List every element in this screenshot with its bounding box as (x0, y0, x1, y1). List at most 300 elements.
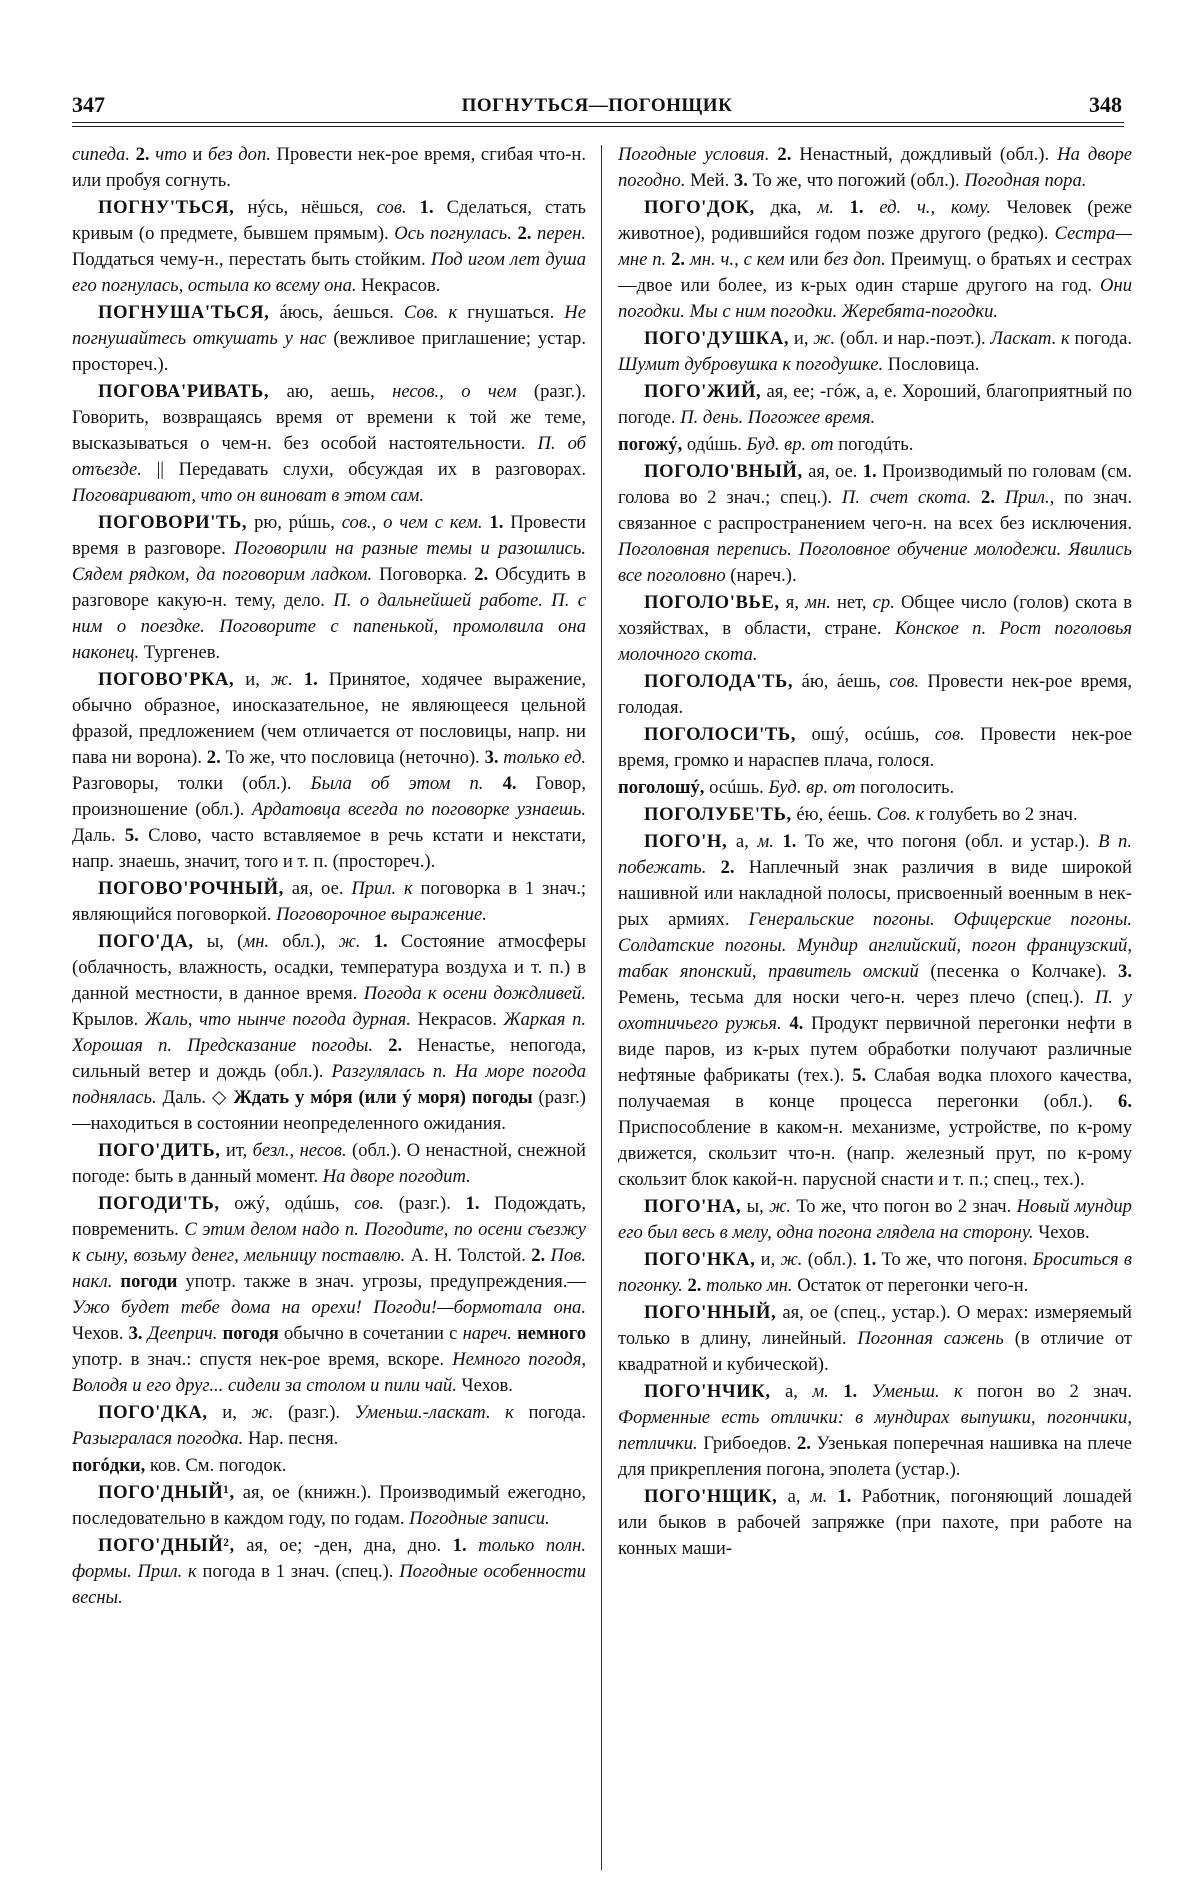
bold-text: немного (517, 1323, 586, 1344)
italic-text: Ардатовца всегда по поговорке узнаешь. (251, 799, 586, 820)
text (834, 197, 850, 218)
text: ая, ое (спец., устар.). О мерах: измеряемый только в длину, линейный. (618, 1302, 1132, 1349)
headword: ПОГОЛО'ВНЫЙ, (644, 461, 803, 482)
text: Сделаться, стать кривым (о предмете, бывшем прямым). (72, 197, 586, 244)
text: Приспособление в каком-н. механизме, устройстве, по к-рому движется, скользит что-н. (напр. железный прут, по к-рому скользит блок какой-н. парусной снасти и т. п.; спец., тех.). (618, 1117, 1132, 1190)
italic-text: Ось погнулась. (394, 223, 512, 244)
text: áюсь, áешься. (269, 302, 404, 323)
italic-text: Разыгралася погодка. (72, 1428, 244, 1449)
text (361, 931, 374, 952)
text: Провести нек-рое время, голодая. (618, 671, 1132, 718)
bold-text: 3. (733, 170, 748, 191)
italic-text: м. (817, 197, 834, 218)
italic-text: Ласкат. к (990, 328, 1070, 349)
dictionary-entry (72, 929, 586, 1137)
italic-text: сов. (934, 724, 965, 745)
italic-text: ж. (251, 1402, 274, 1423)
text: голубеть во 2 знач. (924, 804, 1078, 825)
bold-text: погожý, (618, 434, 683, 455)
text: поговорка в 1 знач.; являющийся поговоркой. (72, 878, 586, 925)
italic-text: Поговаривают, что он виноват в этом сам. (72, 485, 425, 506)
italic-text: П. у охотничьего ружья. (618, 987, 1132, 1034)
bold-text: Ждать у мóря (или ý моря) погоды (233, 1087, 533, 1108)
dictionary-entry (72, 1138, 586, 1190)
text (407, 197, 420, 218)
bold-text: погодя (222, 1323, 279, 1344)
text: ая, ое. (802, 461, 863, 482)
italic-text: Погодная пора. (964, 170, 1087, 191)
bold-text: 1. (303, 669, 318, 690)
italic-text: ж. (780, 1249, 803, 1270)
text: Разговоры, толки (обл.). (72, 773, 311, 794)
text: Чехов. (1033, 1222, 1090, 1243)
italic-text: Погодные записи. (409, 1508, 550, 1529)
text: То же, что погоня. (876, 1249, 1033, 1270)
bold-text: 2. (135, 144, 150, 165)
italic-text: что (155, 144, 187, 165)
text (483, 773, 502, 794)
italic-text: только ед. (503, 747, 586, 768)
italic-text: только полн. формы. Прил. к (72, 1535, 586, 1582)
italic-text: Погодные условия. (618, 144, 770, 165)
text: То же, что погон во 2 знач. (791, 1196, 1017, 1217)
text (373, 1035, 388, 1056)
bold-text: поголошý, (618, 777, 705, 798)
text: погода. (1069, 328, 1132, 349)
headword: ПОГО'ДНЫЙ², (98, 1535, 235, 1556)
headword: ПОГО'ДОК, (644, 197, 755, 218)
dictionary-entry (618, 590, 1132, 668)
text: Даль. (72, 825, 125, 846)
text: употр. также в знач. угрозы, предупреждения.— (177, 1271, 586, 1292)
text: А. Н. Толстой. (405, 1245, 532, 1266)
dictionary-entry (618, 1194, 1132, 1246)
italic-text: Буд. вр. от (746, 434, 834, 455)
headword: ПОГОВО'РКА, (98, 669, 235, 690)
text: Принятое, ходячее выражение, обычно образное, иносказательное, не являющееся цельной фразой, предложением (чем отличается от пословицы, напр. ни пава ни ворона). (72, 669, 586, 768)
text: а, (777, 1486, 811, 1507)
headword: ПОГОЛОДА'ТЬ, (644, 671, 794, 692)
italic-text: Погонная сажень (857, 1328, 1004, 1349)
bold-text: 1. (419, 197, 434, 218)
bold-text: 2. (531, 1245, 546, 1266)
dictionary-entry (618, 459, 1132, 589)
text (857, 1381, 871, 1402)
text: и, (207, 1402, 252, 1423)
text: ая, ое; -ден, дна, дно. (234, 1535, 453, 1556)
text: Подождать, повременить. (72, 1193, 586, 1240)
italic-text: В п. побежать. (618, 831, 1132, 878)
bold-text: 1. (862, 461, 877, 482)
text: ы, (741, 1196, 770, 1217)
dictionary-entry (72, 1191, 586, 1399)
bold-text: 5. (852, 1065, 867, 1086)
text: и (186, 144, 209, 165)
italic-text: безл., несов. (252, 1140, 347, 1161)
text: или (784, 249, 824, 270)
dictionary-entry (72, 195, 586, 299)
text: а, (727, 831, 758, 852)
text: Узенькая поперечная нашивка на плече для прикрепления погона, эполета (устар.). (618, 1433, 1132, 1480)
dictionary-entry (618, 1247, 1132, 1299)
text: Человек (реже животное), родившийся годом позже другого (редко). (618, 197, 1132, 244)
headword: ПОГОДИ'ТЬ, (98, 1193, 220, 1214)
header-rule (72, 122, 1124, 123)
headword: ПОГНУ'ТЬСЯ, (98, 197, 235, 218)
text: Общее число (голов) скота в хозяйствах, в области, стране. (618, 592, 1132, 639)
text: Даль. ◇ (156, 1087, 234, 1108)
bold-text: 3. (484, 747, 499, 768)
text: обычно в сочетании с (278, 1323, 463, 1344)
headword: ПОГО'ДКА, (98, 1402, 208, 1423)
entry-continuation (618, 142, 1132, 194)
headword: ПОГОВА'РИВАТЬ, (98, 381, 270, 402)
italic-text: ж. (813, 328, 836, 349)
text: Поговорка. (372, 564, 475, 585)
italic-text: Под игом лет душа его погнулась, остыла ко всему она. (72, 249, 586, 296)
text: Слабая водка плохого качества, получаемая в конце процесса перегонки (обл.). (618, 1065, 1132, 1112)
text: Чехов. (456, 1375, 513, 1396)
text: Поддаться чему-н., перестать быть стойким. (72, 249, 431, 270)
bold-text: 1. (862, 1249, 877, 1270)
dictionary-entry (72, 300, 586, 378)
italic-text: ед. ч., кому. (879, 197, 992, 218)
dictionary-entry (618, 326, 1132, 378)
italic-text: Жаль, что нынче погода дурная. (144, 1009, 411, 1030)
dictionary-entry (618, 829, 1132, 1193)
headword: ПОГОВОРИ'ТЬ, (98, 512, 248, 533)
italic-text: Прил. к (351, 878, 413, 899)
text: Пословица. (883, 354, 980, 375)
italic-text: м. (810, 1486, 828, 1507)
text: ков. См. погодок. (145, 1455, 287, 1476)
text: Нар. песня. (243, 1428, 339, 1449)
bold-text: 2. (981, 487, 995, 508)
italic-text: ср. (872, 592, 895, 613)
italic-text: сов., о чем с кем. (341, 512, 483, 533)
headword: ПОГО'ДА, (98, 931, 194, 952)
page-number-right: 348 (1089, 92, 1122, 117)
header-rule-thin (72, 126, 1124, 127)
bold-text: 6. (1118, 1091, 1132, 1112)
text (827, 1486, 837, 1507)
text: Крылов. (72, 1009, 145, 1030)
bold-text: 4. (789, 1013, 804, 1034)
text: (обл.). О ненастной, снежной погоде: быть в данный момент. (72, 1140, 586, 1187)
text: То же, что погожий (обл.). (747, 170, 965, 191)
headword: ПОГОЛОСИ'ТЬ, (644, 724, 796, 745)
italic-text: Броситься в погонку. (618, 1249, 1132, 1296)
text: ожý, одúшь, (219, 1193, 355, 1214)
text: Провести время в разговоре. (72, 512, 586, 559)
text: Производимый по головам (см. голова во 2 знач.; спец.). (618, 461, 1132, 508)
text: ы, ( (193, 931, 244, 952)
italic-text: сов. (889, 671, 920, 692)
italic-text: Была об этом п. (310, 773, 484, 794)
bold-text: 1. (373, 931, 388, 952)
text: нýсь, нёшься, (234, 197, 377, 218)
text: а, (770, 1381, 813, 1402)
dictionary-entry (618, 722, 1132, 774)
italic-text: перен. (537, 223, 586, 244)
bold-text: 1. (489, 512, 504, 533)
bold-text: 1. (843, 1381, 858, 1402)
bold-text: 3. (1118, 961, 1132, 982)
text: (в отличие от квадратной и кубической). (618, 1328, 1132, 1375)
italic-text: ж. (769, 1196, 792, 1217)
text: и, (755, 1249, 781, 1270)
italic-text: м. (757, 831, 774, 852)
text: и, (789, 328, 814, 349)
dictionary-entry (618, 1484, 1132, 1562)
italic-text: Форменные есть отлички: в мундирах выпушки, погончики, петлички. (618, 1407, 1132, 1454)
dictionary-entry (618, 1300, 1132, 1378)
italic-text: Сов. к (403, 302, 458, 323)
text: Преимущ. о братьях и сестрах—двое или более, из к-рых один старше другого на год. (618, 249, 1132, 296)
text: (обл.). (802, 1249, 863, 1270)
text: поголосить. (855, 777, 955, 798)
italic-text: На дворе погодит. (322, 1166, 471, 1187)
headword: ПОГО'НЧИК, (644, 1381, 771, 1402)
italic-text: П. день. Погожее время. (680, 407, 876, 428)
italic-text: без доп. (208, 144, 271, 165)
text: Провести нек-рое время, громко и нараспев плача, голося. (618, 724, 1132, 771)
text: Ненастный, дождливый (обл.). (791, 144, 1058, 165)
italic-text: ж. (338, 931, 361, 952)
italic-text: Поговорили на разные темы и разошлись. Сядем рядком, да поговорим ладком. (72, 538, 586, 585)
text: погодúть. (833, 434, 914, 455)
dictionary-entry (72, 379, 586, 509)
italic-text: Генеральские погоны. Офицерские погоны. Солдатские погоны. Мундир английский, погон французский, табак японский, правитель омский (618, 909, 1132, 982)
text: (разг.)—находиться в состоянии неопределенного ожидания. (72, 1087, 586, 1134)
text: погода в 1 знач. (спец.). (196, 1561, 400, 1582)
entry-continuation (72, 1453, 586, 1479)
text: Слово, часто вставляемое в речь кстати и некстати, напр. знаешь, значит, того и т. п. (простореч.). (72, 825, 586, 872)
entry-continuation (618, 432, 1132, 458)
text: Грибоедов. (697, 1433, 797, 1454)
italic-text: мн. ч., с кем (689, 249, 785, 270)
headword: ПОГО'Н, (644, 831, 728, 852)
text (293, 669, 304, 690)
text: То же, что пословица (неточно). (220, 747, 485, 768)
italic-text: Не погнушайтесь откушать у нас (72, 302, 586, 349)
text: Тургенев. (139, 642, 221, 663)
text: рю, рúшь, (247, 512, 342, 533)
text: Некрасов. (356, 275, 441, 296)
italic-text: Разгулялась п. На море погода поднялась. (72, 1061, 586, 1108)
dictionary-entry (618, 1379, 1132, 1483)
text: (разг.). (384, 1193, 466, 1214)
text: обл.), (269, 931, 339, 952)
headword: ПОГО'НКА, (644, 1249, 756, 1270)
text: áю, áешь, (793, 671, 890, 692)
text: Ненастье, непогода, сильный ветер и дождь (обл.). (72, 1035, 586, 1082)
bold-text: 2. (474, 564, 489, 585)
text: éю, éешь. (791, 804, 877, 825)
left-column (72, 142, 586, 1877)
dictionary-entry (72, 876, 586, 928)
bold-text: 2. (796, 1433, 811, 1454)
headword: ПОГО'ЖИЙ, (644, 381, 762, 402)
italic-text: Конское п. Рост поголовья молочного скота. (618, 618, 1132, 665)
italic-text: Ужо будет тебе дома на орехи! Погоди!—бормотала она. (72, 1297, 586, 1318)
italic-text: сипеда. (72, 144, 130, 165)
bold-text: 1. (465, 1193, 480, 1214)
italic-text: П. счет скота. (841, 487, 972, 508)
text (829, 1381, 843, 1402)
headword: ПОГО'НА, (644, 1196, 742, 1217)
italic-text: Сестра—мне п. (618, 223, 1132, 270)
entry-continuation (72, 142, 586, 194)
text: нет, (830, 592, 873, 613)
text: (обл. и нар.-поэт.). (835, 328, 991, 349)
bold-text: 1. (837, 1486, 852, 1507)
right-column (618, 142, 1132, 1877)
italic-text: ж. (270, 669, 293, 690)
italic-text: сов. (354, 1193, 385, 1214)
dictionary-entry (72, 1533, 586, 1611)
italic-text: П. об отъезде. (72, 433, 586, 480)
italic-text: мн. (243, 931, 270, 952)
text: по знач. связанное с распространением чего-н. на всех без исключения. (618, 487, 1132, 534)
italic-text: Пов. накл. (72, 1245, 586, 1292)
headword: ПОГО'ДУШКА, (644, 328, 790, 349)
text: ошý, осúшь, (795, 724, 935, 745)
text (864, 197, 880, 218)
text: Ремень, тесьма для носки чего-н. через плечо (спец.). (618, 987, 1095, 1008)
italic-text: Прил., (1004, 487, 1055, 508)
running-header (72, 92, 1122, 122)
running-title: ПОГНУТЬСЯ—ПОГОНЩИК (461, 95, 733, 116)
headword: ПОГОВО'РОЧНЫЙ, (98, 878, 284, 899)
text: Состояние атмосферы (облачность, влажность, осадки, температура воздуха и т. п.) в данной местности, в данное время. (72, 931, 586, 1004)
text: Мей. (685, 170, 734, 191)
column-divider (601, 145, 602, 1870)
dictionary-entry (618, 802, 1132, 828)
bold-text: 2. (388, 1035, 403, 1056)
headword: ПОГОЛО'ВЬЕ, (644, 592, 780, 613)
text: аю, аешь, (269, 381, 393, 402)
italic-text: Поговорочное выражение. (276, 904, 487, 925)
italic-text: только мн. (706, 1275, 793, 1296)
italic-text: С этим делом надо п. Погодите, по осени съезжу к сыну, возьму денег, мельницу поставлю. (72, 1219, 586, 1266)
headword: ПОГОЛУБЕ'ТЬ, (644, 804, 792, 825)
text: (вежливое приглашение; устар. простореч.). (72, 328, 586, 375)
italic-text: Уменьш. к (871, 1381, 963, 1402)
text: гнушаться. (457, 302, 565, 323)
italic-text: Сов. к (876, 804, 925, 825)
italic-text: м. (812, 1381, 829, 1402)
italic-text: Буд. вр. от (768, 777, 856, 798)
text: дка, (754, 197, 818, 218)
bold-text: 2. (517, 223, 532, 244)
bold-text: погоди (120, 1271, 178, 1292)
page-number-left: 347 (72, 92, 105, 117)
italic-text: Жаркая п. Хорошая п. Предсказание погоды. (72, 1009, 586, 1056)
text: То же, что погоня (обл. и устар.). (796, 831, 1099, 852)
italic-text: Немного погодя, Володя и его друг... сидели за столом и пили чай. (72, 1349, 586, 1396)
dictionary-entry (72, 510, 586, 666)
text: я, (779, 592, 806, 613)
headword: ПОГО'ДИТЬ, (98, 1140, 221, 1161)
text: (нареч.). (725, 565, 797, 586)
text: осúшь. (704, 777, 769, 798)
bold-text: погóдки, (72, 1455, 146, 1476)
text: ит, (220, 1140, 253, 1161)
text: Обсудить в разговоре какую-н. тему, дело. (72, 564, 586, 611)
text (971, 487, 981, 508)
bold-text: 5. (124, 825, 139, 846)
headword: ПОГО'ННЫЙ, (644, 1302, 777, 1323)
text: (разг.). Говорить, возвращаясь время от времени к той же теме, высказываться о чем-н. без особой настоятельности. (72, 381, 586, 454)
italic-text: Новый мундир его был весь в мелу, одна погона глядела на сторону. (618, 1196, 1132, 1243)
italic-text: П. о дальнейшей работе. П. с ним о поездке. Поговорите с папенькой, промолвила она наконец. (72, 590, 586, 663)
italic-text: Они погодки. Мы с ним погодки. Жеребята-погодки. (618, 275, 1132, 322)
italic-text: несов., о чем (392, 381, 517, 402)
text: Остаток от перегонки чего-н. (792, 1275, 1029, 1296)
dictionary-entry (618, 195, 1132, 325)
text (467, 1535, 479, 1556)
text: употр. в знач.: спустя нек-рое время, вскоре. (72, 1349, 453, 1370)
bold-text: 2. (687, 1275, 702, 1296)
dictionary-entry (618, 669, 1132, 721)
text: Провести нек-рое время, сгибая что-н. или пробуя согнуть. (72, 144, 586, 191)
text: и, (234, 669, 271, 690)
bold-text: 1. (782, 831, 797, 852)
text: || Передавать слухи, обсуждая их в разговорах. (141, 459, 586, 480)
italic-text: Шумит дубровушка к погодушке. (618, 354, 884, 375)
text (995, 487, 1005, 508)
text: погода. (513, 1402, 586, 1423)
dictionary-entry (72, 1480, 586, 1532)
bold-text: 3. (128, 1323, 143, 1344)
dictionary-entry (618, 379, 1132, 431)
italic-text: сов. (376, 197, 407, 218)
text (706, 857, 720, 878)
italic-text: Поголовная перепись. Поголовное обучение молодежи. Явились все поголовно (618, 539, 1132, 586)
text: (песенка о Колчаке). (918, 961, 1119, 982)
italic-text: нареч. (462, 1323, 512, 1344)
bold-text: 2. (206, 747, 221, 768)
bold-text: 1. (452, 1535, 467, 1556)
text: Чехов. (72, 1323, 129, 1344)
headword: ПОГО'НЩИК, (644, 1486, 778, 1507)
italic-text: Дееприч. (147, 1323, 218, 1344)
text: Продукт первичной перегонки нефти в виде паров, из к-рых путем обработки получают различные нефтяные фабрикаты (тех.). (618, 1013, 1132, 1086)
bold-text: 1. (849, 197, 864, 218)
italic-text: Погода к осени дождливей. (363, 983, 586, 1004)
italic-text: Уменьш.-ласкат. к (354, 1402, 514, 1423)
bold-text: 2. (720, 857, 735, 878)
bold-text: 2. (777, 144, 792, 165)
text: Некрасов. (410, 1009, 504, 1030)
entry-continuation (618, 775, 1132, 801)
text: Наплечный знак различия в виде широкой нашивной или накладной полосы, присвоенный военным в нек-рых армиях. (618, 857, 1132, 930)
text: (разг.). (273, 1402, 355, 1423)
dictionary-entry (72, 667, 586, 875)
text: ая, ое (книжн.). Производимый ежегодно, последовательно в каждом году, по годам. (72, 1482, 586, 1529)
bold-text: 2. (671, 249, 686, 270)
dictionary-entry (72, 1400, 586, 1452)
text: ая, ое. (283, 878, 352, 899)
italic-text: без доп. (823, 249, 886, 270)
text: погон во 2 знач. (962, 1381, 1132, 1402)
italic-text: На дворе погодно. (618, 144, 1132, 191)
bold-text: 4. (502, 773, 517, 794)
text: Говор, произношение (обл.). (72, 773, 586, 820)
headword: ПОГО'ДНЫЙ¹, (98, 1482, 235, 1503)
text: Работник, погоняющий лошадей или быков в рабочей запряжке (при пахоте, при работе на конных маши- (618, 1486, 1132, 1559)
